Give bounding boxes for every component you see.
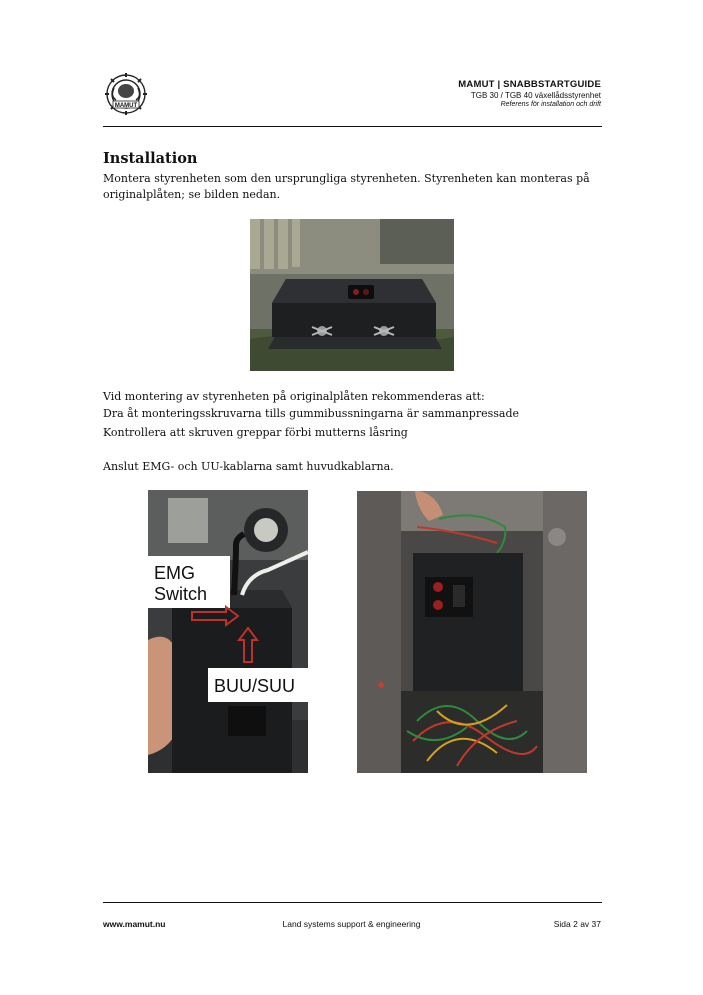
- buu-label: BUU/SUU: [214, 676, 296, 696]
- footer-website: www.mamut.nu: [103, 919, 166, 929]
- footer-divider: [103, 902, 602, 903]
- company-logo: [100, 72, 152, 116]
- connect-instruction: Anslut EMG- och UU-kablarna samt huvudkablarna.: [103, 460, 394, 473]
- logo-text: MAMUT: [114, 103, 138, 109]
- intro-line-1: Montera styrenheten som den ursprungliga styrenheten. Styrenheten kan monteras på: [103, 172, 590, 185]
- section-heading: Installation: [103, 150, 198, 167]
- emg-label-line-1: EMG: [154, 563, 196, 583]
- header-note: Referens för installation och drift: [500, 101, 601, 108]
- emg-label-line-2: Switch: [154, 584, 208, 604]
- header-title: MAMUT | SNABBSTARTGUIDE: [458, 79, 601, 90]
- intro-line-2: originalplåten; se bilden nedan.: [103, 188, 281, 201]
- footer-tagline: Land systems support & engineering: [282, 919, 421, 929]
- page-number: Sida 2 av 37: [553, 919, 601, 929]
- mount-intro: Vid montering av styrenheten på originalplåten rekommenderas att:: [103, 390, 485, 403]
- mount-step-1: Dra åt monteringsskruvarna tills gummibussningarna är sammanpressade: [103, 407, 519, 420]
- document-header: [458, 79, 601, 108]
- header-divider: [103, 126, 602, 127]
- mount-step-2: Kontrollera att skruven greppar förbi mutterns låsring: [103, 426, 408, 439]
- installed-unit-photo: [357, 491, 587, 773]
- header-subtitle: TGB 30 / TGB 40 växellådsstyrenhet: [470, 91, 601, 100]
- cable-connection-photo: [148, 490, 308, 773]
- controller-mount-photo: [250, 219, 454, 371]
